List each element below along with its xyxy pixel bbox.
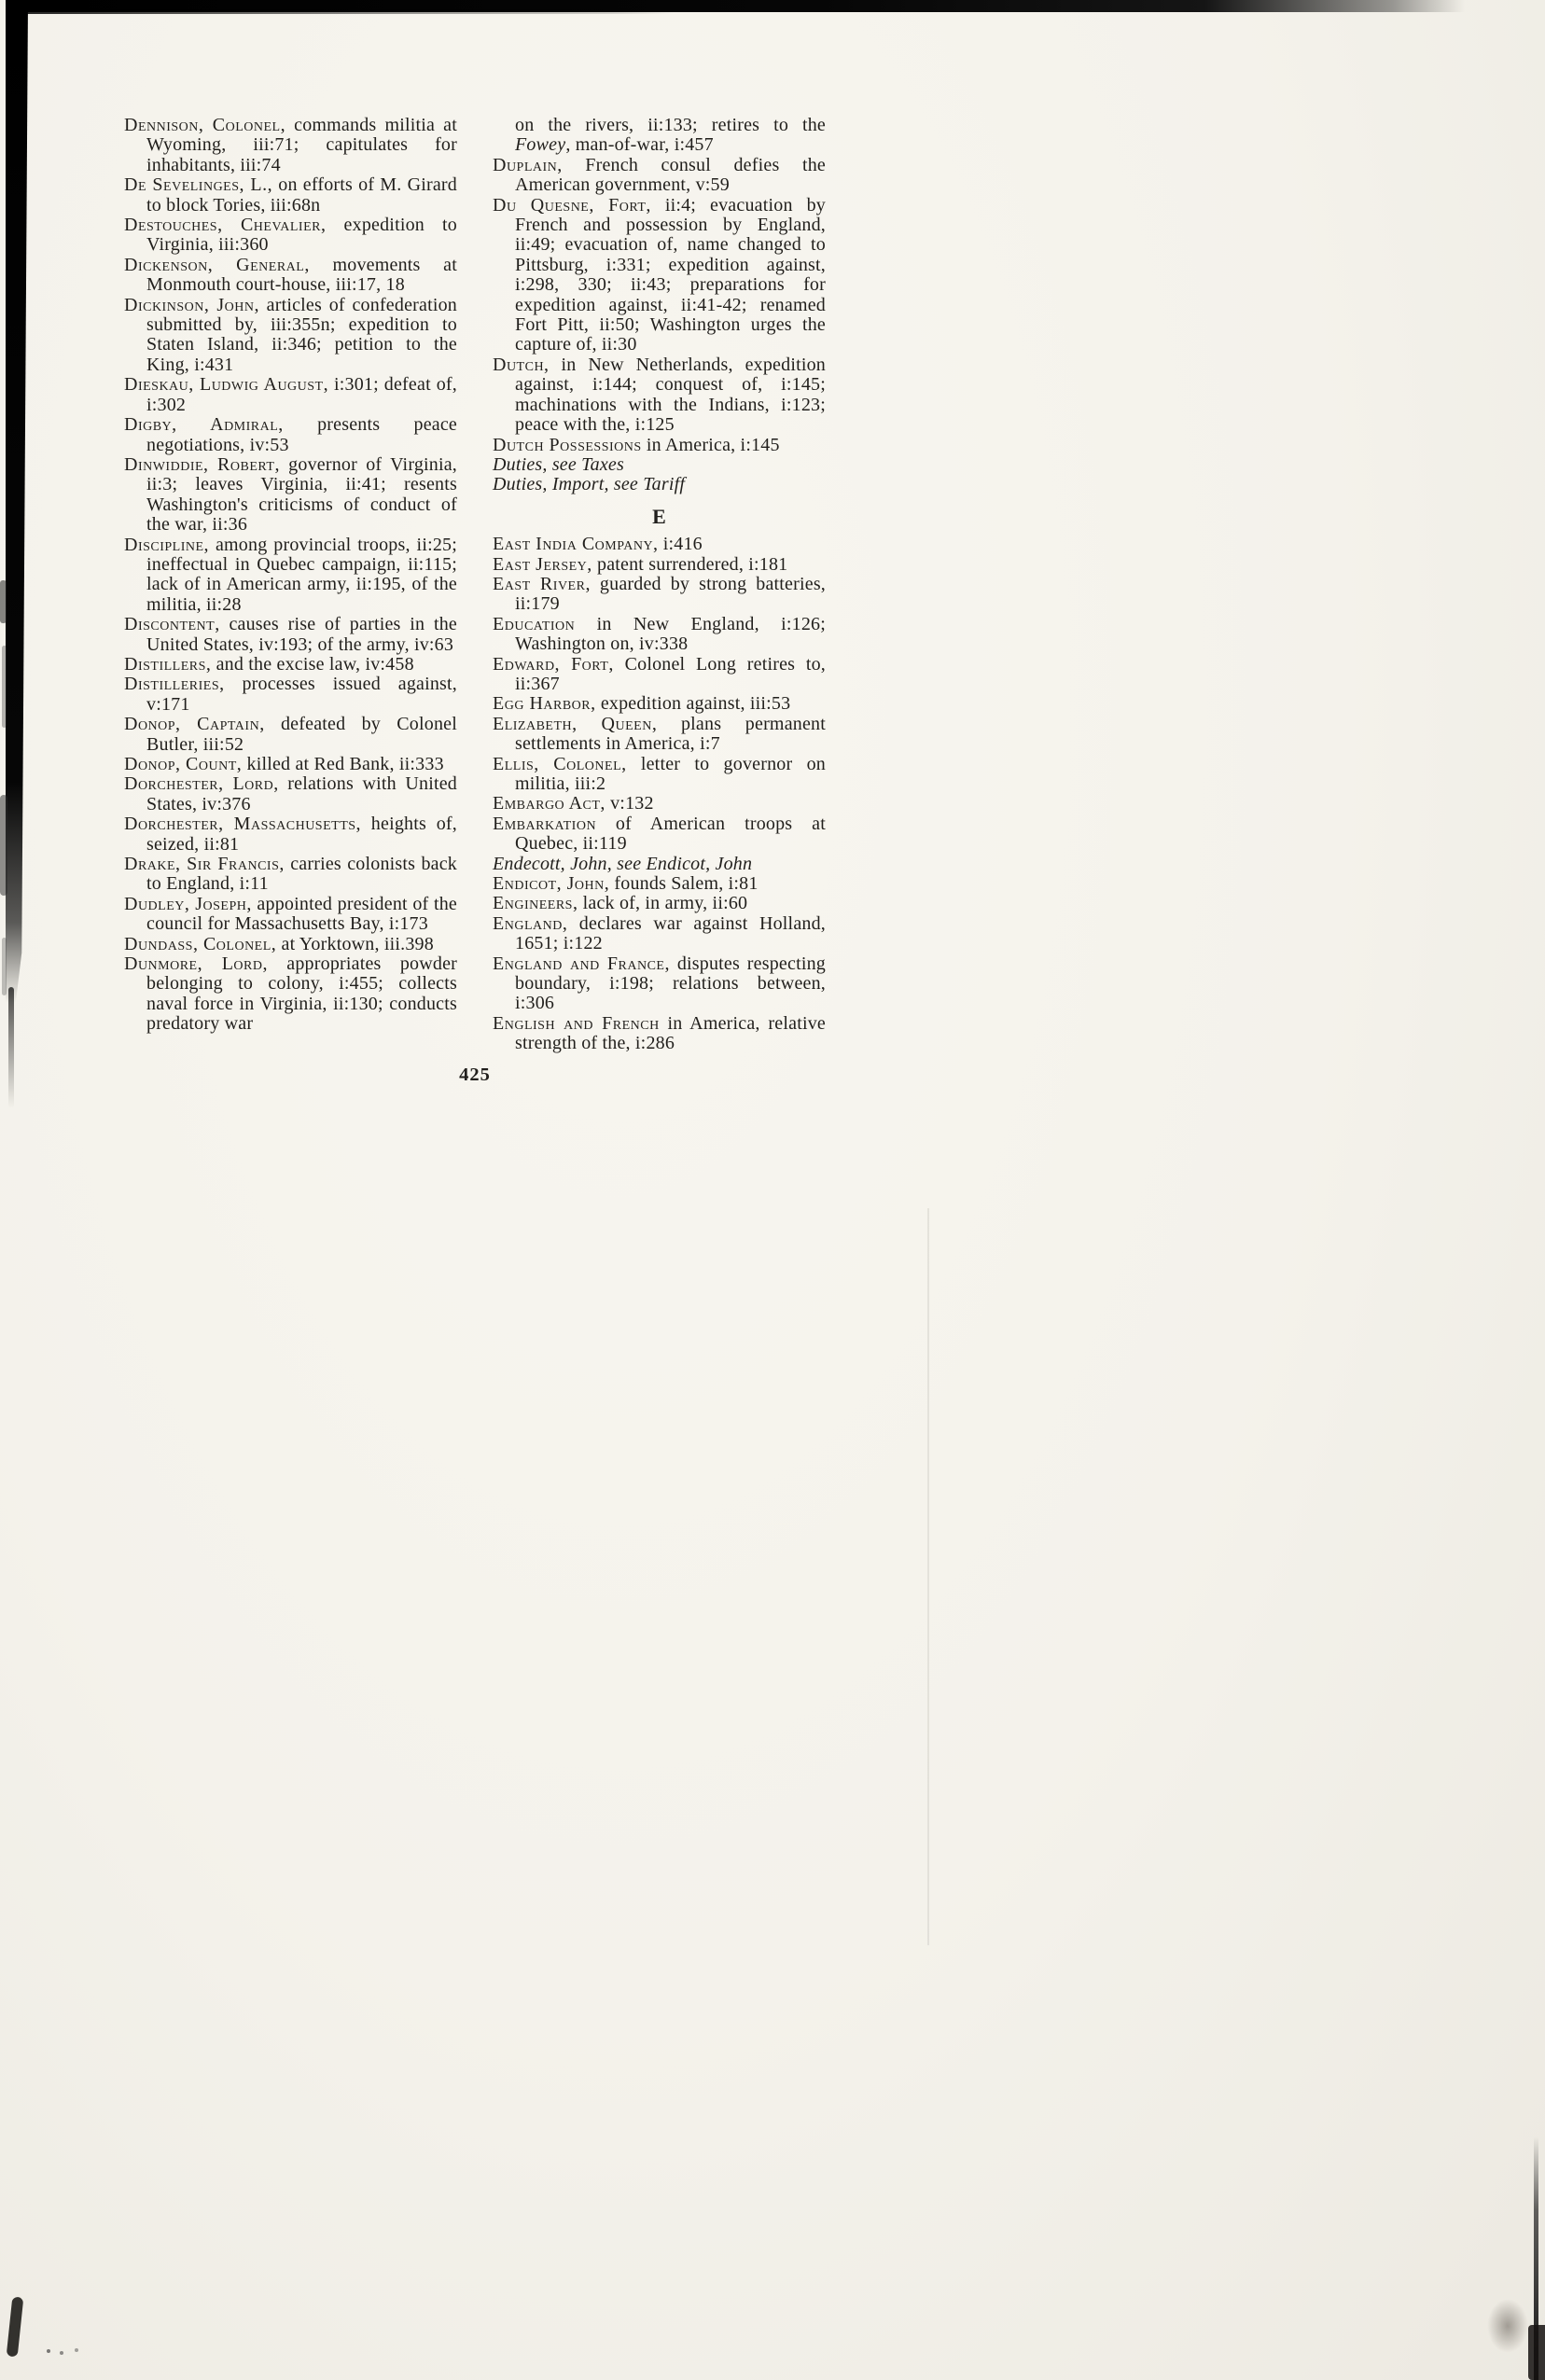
- index-entry: Edward, Fort, Colonel Long retires to, ii:367: [493, 653, 826, 694]
- index-entry: Dorchester, Lord, relations with United States, iv:376: [124, 773, 457, 814]
- scan-edge-left: [6, 0, 28, 1003]
- index-entry: Distilleries, processes issued against, v:171: [124, 674, 457, 715]
- entry-headword: Distilleries,: [124, 674, 225, 695]
- entry-headword: Dunmore, Lord,: [124, 953, 268, 975]
- scan-mark-left: [0, 795, 7, 896]
- entry-headword: Dickenson, General,: [124, 254, 310, 275]
- index-entry: East India Company, i:416: [493, 534, 703, 555]
- entry-headword: De Sevelinges, L.,: [124, 174, 273, 196]
- index-entry: Digby, Admiral, presents peace negotiations, iv:53: [124, 414, 458, 455]
- entry-headword: Education: [493, 613, 576, 634]
- page-number: 425: [459, 1064, 491, 1085]
- scan-specks-bottom-left: [47, 2349, 50, 2353]
- entry-headword: England,: [493, 912, 568, 934]
- index-columns: [124, 116, 826, 1054]
- index-entry: Endicot, John, founds Salem, i:81: [493, 873, 759, 895]
- scan-smudge-bottom-right: [1487, 2299, 1528, 2353]
- entry-headword: Dieskau, Ludwig August,: [124, 374, 329, 396]
- entry-headword: Dorchester, Massachusetts,: [124, 814, 362, 835]
- index-entry: De Sevelinges, L., on efforts of M. Girard to block Tories, iii:68n: [124, 174, 457, 216]
- entry-headword: Ellis, Colonel,: [493, 753, 627, 774]
- index-entry: Embarkation of American troops at Quebec, ii:119: [493, 813, 826, 855]
- index-entry: England, declares war against Holland, 1651; i:122: [493, 912, 826, 954]
- scan-edge-top-shadow: [21, 9, 674, 14]
- index-entry: Dudley, Joseph, appointed president of the council for Massachusetts Bay, i:173: [124, 893, 457, 935]
- index-entry: English and French in America, relative strength of the, i:286: [493, 1012, 826, 1054]
- entry-headword: Engineers,: [493, 893, 578, 914]
- index-entry: Endecott, John, see Endicot, John: [493, 853, 753, 874]
- index-entry: Dickenson, General, movements at Monmouth court-house, iii:17, 18: [124, 254, 457, 296]
- entry-headword: Embargo Act,: [493, 793, 605, 814]
- index-entry: Dundass, Colonel, at Yorktown, iii.398: [124, 933, 434, 954]
- index-entry: Dorchester, Massachusetts, heights of, seized, ii:81: [124, 814, 457, 855]
- entry-headword: Dinwiddie, Robert,: [124, 453, 280, 475]
- entry-headword: Egg Harbor,: [493, 693, 596, 715]
- index-entry: Education in New England, i:126; Washington on, iv:338: [493, 613, 826, 655]
- entry-headword: Dennison, Colonel,: [124, 115, 286, 135]
- entry-headword: East River,: [493, 573, 591, 594]
- index-text-block: [124, 116, 826, 1086]
- scan-mark-left: [2, 938, 7, 995]
- index-entry: Dieskau, Ludwig August, i:301; defeat of, i:302: [124, 374, 457, 415]
- index-entry: Du Quesne, Fort, ii:4; evacuation by French and possession by England, ii:49; evacuation of, name changed to Pittsburg, i:331; expedition against, i:298, 330; ii:43; preparations for expedition against, ii:41-42; renamed Fort Pitt, ii:50; Washington urges the capture of, ii:30: [493, 194, 826, 355]
- entry-headword: England and France,: [493, 953, 670, 974]
- index-entry: Dennison, Colonel, commands militia at Wyoming, iii:71; capitulates for inhabitants, iii:74: [124, 115, 457, 175]
- index-entry: Duties, see Taxes: [493, 453, 624, 475]
- entry-headword: East India Company,: [493, 534, 659, 555]
- index-entry: East Jersey, patent surrendered, i:181: [493, 553, 788, 575]
- entry-headword: Dundass, Colonel,: [124, 933, 277, 954]
- scan-mark-bottom-left: [7, 2297, 24, 2358]
- index-entry: Duties, Import, see Tariff: [493, 474, 686, 495]
- entry-headword: Duplain,: [493, 154, 563, 175]
- index-entry: Dinwiddie, Robert, governor of Virginia, ii:3; leaves Virginia, ii:41; resents Washington's criticisms of conduct of the war, ii:36: [124, 453, 458, 536]
- entry-headword: Drake, Sir Francis,: [124, 854, 285, 875]
- entry-headword: Discipline,: [124, 534, 210, 555]
- entry-headword: Dorchester, Lord,: [124, 773, 279, 795]
- index-entry: East River, guarded by strong batteries, ii:179: [493, 573, 826, 615]
- index-entry: Donop, Count, killed at Red Bank, ii:333: [124, 754, 444, 774]
- index-entry: Engineers, lack of, in army, ii:60: [493, 893, 748, 914]
- index-entry: Destouches, Chevalier, expedition to Virginia, iii:360: [124, 215, 458, 256]
- index-entry: Dickinson, John, articles of confederation submitted by, iii:355n; expedition to Staten Island, ii:346; petition to the King, i:431: [124, 294, 457, 375]
- entry-headword: Donop, Captain,: [124, 714, 265, 735]
- index-entry: Drake, Sir Francis, carries colonists back to England, i:11: [124, 854, 457, 895]
- index-entry: Dutch Possessions in America, i:145: [493, 434, 780, 455]
- right-column: [493, 116, 826, 1054]
- entry-headword: Dudley, Joseph,: [124, 893, 252, 914]
- scan-mark-bottom-right: [1528, 2325, 1545, 2380]
- index-entry: Duplain, French consul defies the American government, v:59: [493, 154, 826, 196]
- entry-headword: Edward, Fort,: [493, 653, 614, 675]
- entry-headword: Dutch Possessions: [493, 434, 642, 455]
- entry-headword: Dutch,: [493, 354, 550, 375]
- scan-mark-left: [2, 646, 7, 728]
- entry-headword: Discontent,: [124, 614, 220, 635]
- entry-headword: Dickinson, John,: [124, 294, 259, 315]
- index-entry-continuation: on the rivers, ii:133; retires to the Fowey, man-of-war, i:457: [515, 115, 826, 156]
- index-entry: Dunmore, Lord, appropriates powder belonging to colony, i:455; collects naval force in Virginia, ii:130; conducts predatory war: [124, 953, 457, 1035]
- index-entry: Ellis, Colonel, letter to governor on militia, iii:2: [493, 753, 826, 794]
- entry-headword: Endicot, John,: [493, 873, 610, 895]
- entry-headword: Donop, Count,: [124, 754, 243, 774]
- entry-headword: Distillers,: [124, 653, 212, 675]
- index-entry: England and France, disputes respecting boundary, i:198; relations between, i:306: [493, 953, 826, 1014]
- entry-headword: Elizabeth, Queen,: [493, 713, 658, 734]
- scan-mark-left: [0, 580, 7, 623]
- entry-headword: Embarkation: [493, 813, 597, 834]
- entry-headword: English and French: [493, 1012, 660, 1034]
- index-entry: Donop, Captain, defeated by Colonel Butler, iii:52: [124, 714, 457, 755]
- section-heading: E: [652, 504, 666, 528]
- index-entry: Embargo Act, v:132: [493, 793, 654, 814]
- scan-edge-left-tail: [8, 987, 14, 1108]
- entry-headword: Du Quesne, Fort,: [493, 194, 651, 216]
- index-entry: Discontent, causes rise of parties in the United States, iv:193; of the army, iv:63: [124, 614, 457, 655]
- index-entry: Discipline, among provincial troops, ii:25; ineffectual in Quebec campaign, ii:115; lack of in American army, ii:195, of the militia, ii:28: [124, 534, 457, 615]
- index-entry: Elizabeth, Queen, plans permanent settlements in America, i:7: [493, 713, 826, 755]
- scan-fold-line: [927, 1208, 929, 1945]
- left-column: [124, 116, 457, 1054]
- italic-inline: Fowey: [515, 134, 566, 156]
- index-entry: Distillers, and the excise law, iv:458: [124, 653, 414, 675]
- index-entry: Egg Harbor, expedition against, iii:53: [493, 693, 791, 715]
- entry-headword: Digby, Admiral,: [124, 414, 284, 436]
- entry-headword: East Jersey,: [493, 553, 592, 575]
- index-entry: Dutch, in New Netherlands, expedition against, i:144; conquest of, i:145; machinations with the Indians, i:123; peace with the, i:125: [493, 354, 826, 436]
- entry-headword: Destouches, Chevalier,: [124, 215, 327, 236]
